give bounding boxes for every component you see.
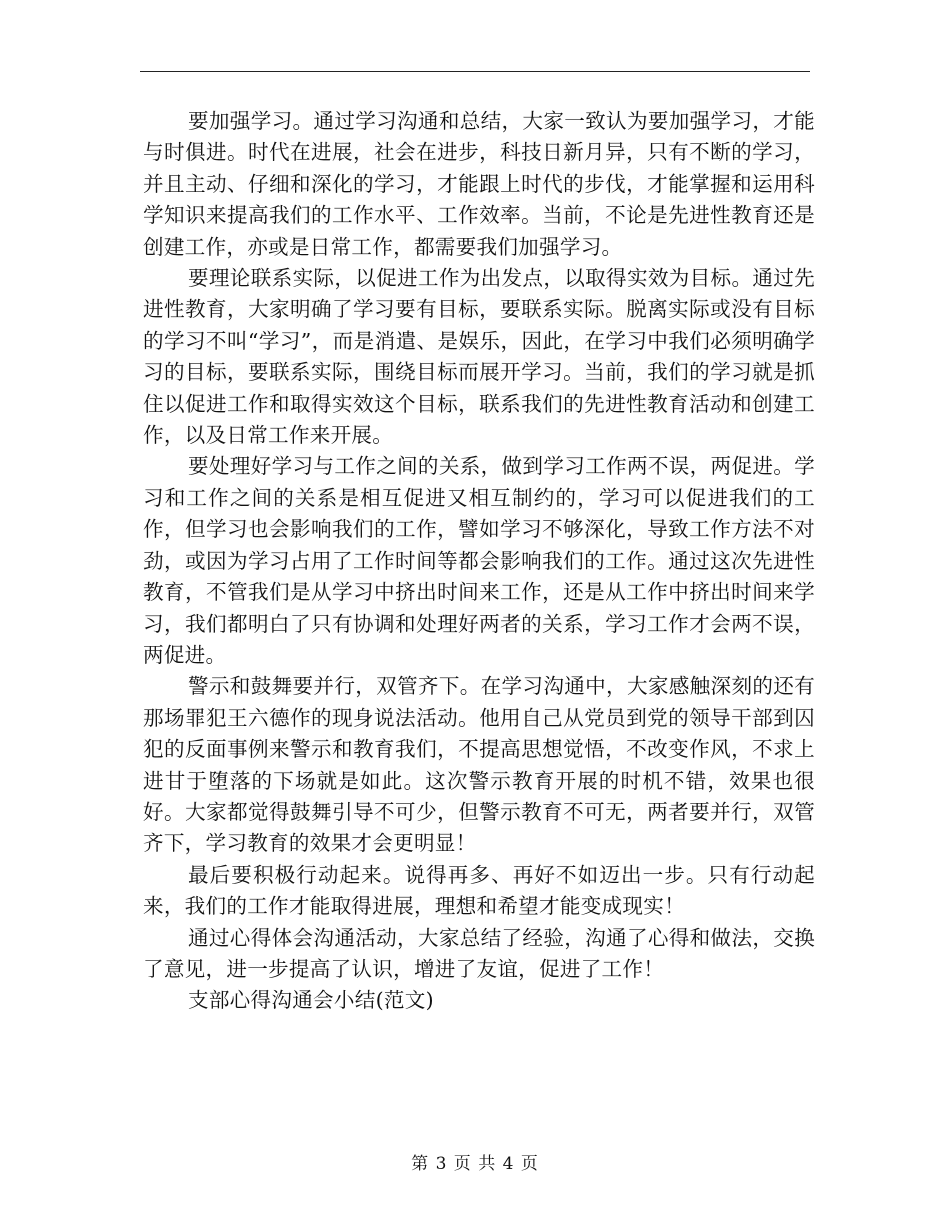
header-rule — [140, 71, 810, 72]
page-number-footer: 第 3 页 共 4 页 — [411, 1154, 539, 1174]
paragraph-warning-encouragement: 警示和鼓舞要并行，双管齐下。在学习沟通中，大家感触深刻的还有那场罪犯王六德作的现身说法活动。他用自己从党员到党的领导干部到囚犯的反面事例来警示和教育我们，不提高思想觉悟，不改变作风，不求上进甘于堕落的下场就是如此。这次警示教育开展的时机不错，效果也很好。大家都觉得鼓舞引导不可少，但警示教育不可无，两者要并行，双管齐下，学习教育的效果才会更明显！ — [143, 674, 815, 856]
document-body — [143, 106, 815, 1017]
paragraph-theory-practice: 要理论联系实际，以促进工作为出发点，以取得实效为目标。通过先进性教育，大家明确了学习要有目标，要联系实际。脱离实际或没有目标的学习不叫“学习”，而是消遣、是娱乐，因此，在学习中我们必须明确学习的目标，要联系实际，围绕目标而展开学习。当前，我们的学习就是抓住以促进工作和取得实效这个目标，联系我们的先进性教育活动和创建工作，以及日常工作来开展。 — [143, 266, 815, 448]
paragraph-next-title: 支部心得沟通会小结(范文) — [188, 988, 434, 1013]
paragraph-study: 要加强学习。通过学习沟通和总结，大家一致认为要加强学习，才能与时俱进。时代在进展，社会在进步，科技日新月异，只有不断的学习，并且主动、仔细和深化的学习，才能跟上时代的步伐，才能掌握和运用科学知识来提高我们的工作水平、工作效率。当前，不论是先进性教育还是创建工作，亦或是日常工作，都需要我们加强学习。 — [143, 109, 815, 259]
paragraph-take-action: 最后要积极行动起来。说得再多、再好不如迈出一步。只有行动起来，我们的工作才能取得进展，理想和希望才能变成现实！ — [143, 862, 815, 919]
paragraph-summary: 通过心得体会沟通活动，大家总结了经验，沟通了心得和做法，交换了意见，进一步提高了认识，增进了友谊，促进了工作！ — [143, 925, 815, 981]
paragraph-study-work-balance: 要处理好学习与工作之间的关系，做到学习工作两不误，两促进。学习和工作之间的关系是相互促进又相互制约的，学习可以促进我们的工作，但学习也会影响我们的工作，譬如学习不够深化，导致工作方法不对劲，或因为学习占用了工作时间等都会影响我们的工作。通过这次先进性教育，不管我们是从学习中挤出时间来工作，还是从工作中挤出时间来学习，我们都明白了只有协调和处理好两者的关系，学习工作才会两不误，两促进。 — [143, 454, 815, 667]
